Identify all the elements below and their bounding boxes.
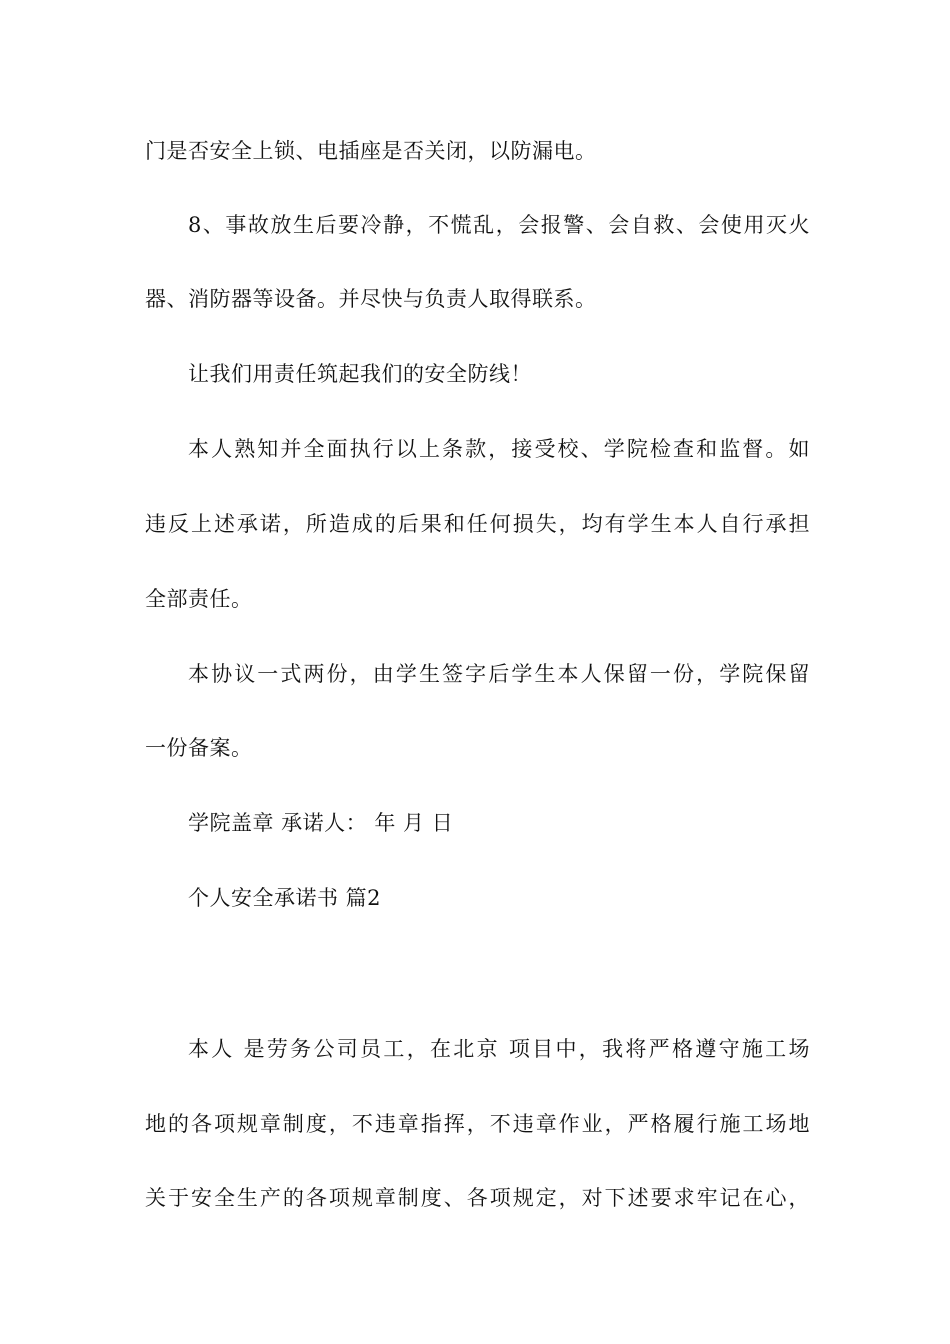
signature-line: 学院盖章 承诺人： 年 月 日 (188, 811, 454, 835)
section-heading: 个人安全承诺书 篇2 (188, 886, 382, 910)
paragraph-line: 让我们用责任筑起我们的安全防线！ (188, 362, 532, 386)
paragraph-line: 关于安全生产的各项规章制度、各项规定，对下述要求牢记在心， (145, 1186, 810, 1210)
paragraph-line: 全部责任。 (145, 587, 253, 611)
paragraph-line: 一份备案。 (145, 736, 253, 760)
paragraph-line: 器、消防器等设备。并尽快与负责人取得联系。 (145, 287, 597, 311)
paragraph-line: 本人 是劳务公司员工，在北京 项目中，我将严格遵守施工场 (188, 1037, 810, 1061)
paragraph-line: 8、事故放生后要冷静，不慌乱，会报警、会自救、会使用灭火 (188, 213, 810, 237)
paragraph-line: 地的各项规章制度，不违章指挥，不违章作业，严格履行施工场地 (145, 1112, 810, 1136)
paragraph-line: 本协议一式两份，由学生签字后学生本人保留一份，学院保留 (188, 662, 810, 686)
paragraph-line: 违反上述承诺，所造成的后果和任何损失，均有学生本人自行承担 (145, 512, 810, 536)
paragraph-line: 本人熟知并全面执行以上条款，接受校、学院检查和监督。如 (188, 437, 810, 461)
paragraph-line: 门是否安全上锁、电插座是否关闭，以防漏电。 (145, 139, 597, 163)
